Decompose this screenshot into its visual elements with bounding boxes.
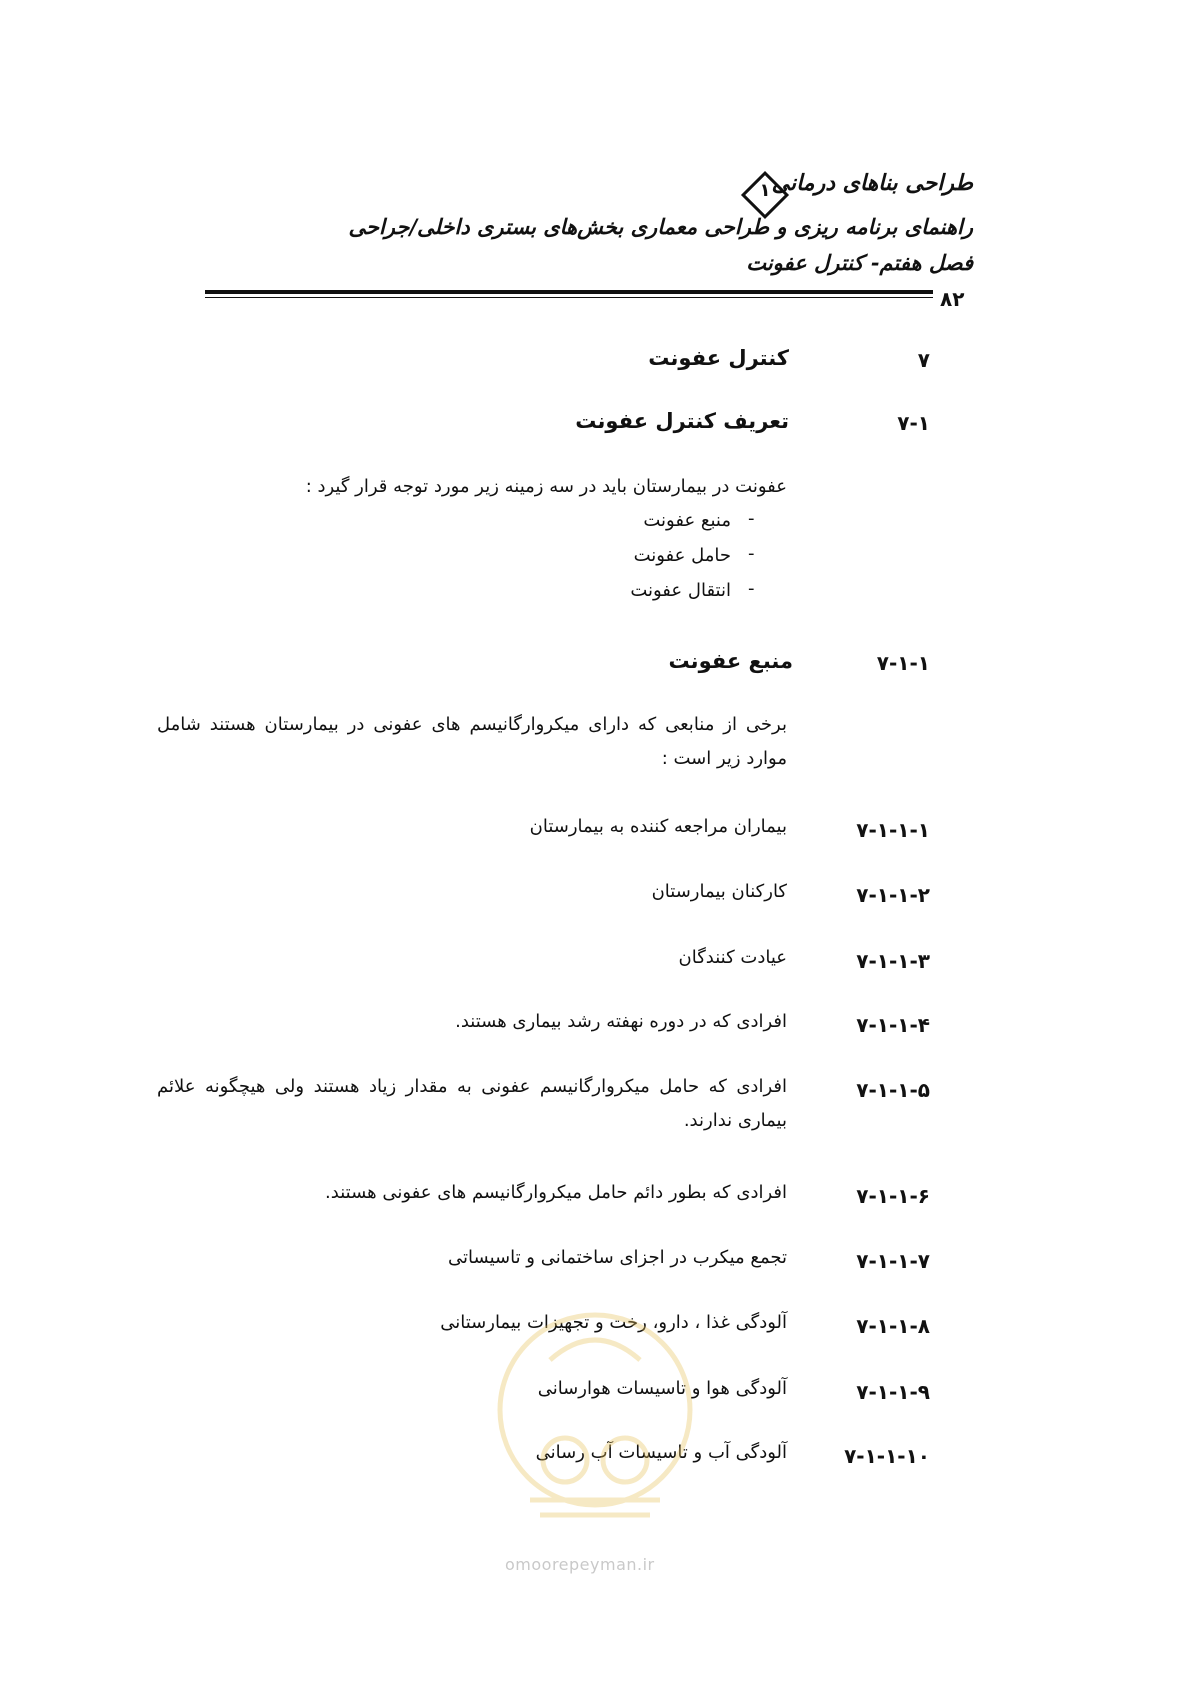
list-item: آلودگی غذا ، دارو، رخت و تجهیزات بیمارستانی (440, 1312, 787, 1333)
section-title: منبع عفونت (668, 649, 793, 673)
item-number: ۷-۱-۱-۲ (856, 883, 930, 907)
header-title-line1: طراحی بناهای درمانی (771, 170, 973, 196)
section-title: کنترل عفونت (648, 346, 789, 370)
list-item: افرادی که در دوره نهفته رشد بیماری هستند. (455, 1011, 787, 1032)
bullet-dash-icon: - (748, 543, 755, 564)
badge-number: ۱ (759, 180, 771, 201)
sources-intro-paragraph: برخی از منابعی که دارای میکروارگانیسم های عفونی در بیمارستان هستند شامل موارد زیر است : (157, 714, 787, 769)
bullet-item: منبع عفونت (643, 510, 731, 531)
section-title: تعریف کنترل عفونت (575, 409, 789, 433)
list-item: عیادت کنندگان (678, 947, 787, 968)
list-item: افرادی که بطور دائم حامل میکروارگانیسم های عفونی هستند. (325, 1182, 787, 1203)
item-number: ۷-۱-۱-۶ (856, 1184, 930, 1208)
item-number: ۷-۱-۱-۸ (856, 1314, 930, 1338)
list-item: افرادی که حامل میکروارگانیسم عفونی به مقدار زیاد هستند ولی هیچگونه علائم بیماری ندارند. (157, 1076, 787, 1131)
bullet-dash-icon: - (748, 508, 755, 529)
bullet-item: حامل عفونت (633, 545, 731, 566)
watermark-site-text: omoorepeyman.ir (505, 1555, 655, 1574)
item-number: ۷-۱-۱-۴ (856, 1013, 930, 1037)
item-number: ۷-۱-۱-۱ (856, 818, 930, 842)
header-rule-thin (205, 297, 933, 298)
item-number: ۷-۱-۱-۳ (856, 949, 930, 973)
header-chapter-title: فصل هفتم- کنترل عفونت (746, 250, 973, 275)
page-number: ۸۲ (940, 287, 965, 311)
list-item: بیماران مراجعه کننده به بیمارستان (529, 816, 787, 837)
list-item: کارکنان بیمارستان (651, 881, 787, 902)
watermark-seal-icon (490, 1300, 700, 1560)
section-number: ۷-۱-۱ (876, 651, 930, 675)
section-number: ۷-۱ (897, 411, 930, 435)
section-number: ۷ (917, 348, 930, 372)
list-item: آلودگی هوا و تاسیسات هوارسانی (537, 1378, 787, 1399)
bullet-item: انتقال عفونت (630, 580, 731, 601)
item-number: ۷-۱-۱-۱۰ (844, 1444, 930, 1468)
intro-text: عفونت در بیمارستان باید در سه زمینه زیر مورد توجه قرار گیرد : (305, 476, 787, 497)
item-number: ۷-۱-۱-۹ (856, 1380, 930, 1404)
item-number: ۷-۱-۱-۷ (856, 1249, 930, 1273)
header-title-line2: راهنمای برنامه ریزی و طراحی معماری بخش‌های بستری داخلی/جراحی (348, 214, 973, 239)
item-number: ۷-۱-۱-۵ (856, 1078, 930, 1102)
bullet-dash-icon: - (748, 578, 755, 599)
list-item: آلودگی آب و تاسیسات آب رسانی (535, 1442, 787, 1463)
header-rule-thick (205, 290, 933, 294)
list-item: تجمع میکرب در اجزای ساختمانی و تاسیساتی (448, 1247, 787, 1268)
